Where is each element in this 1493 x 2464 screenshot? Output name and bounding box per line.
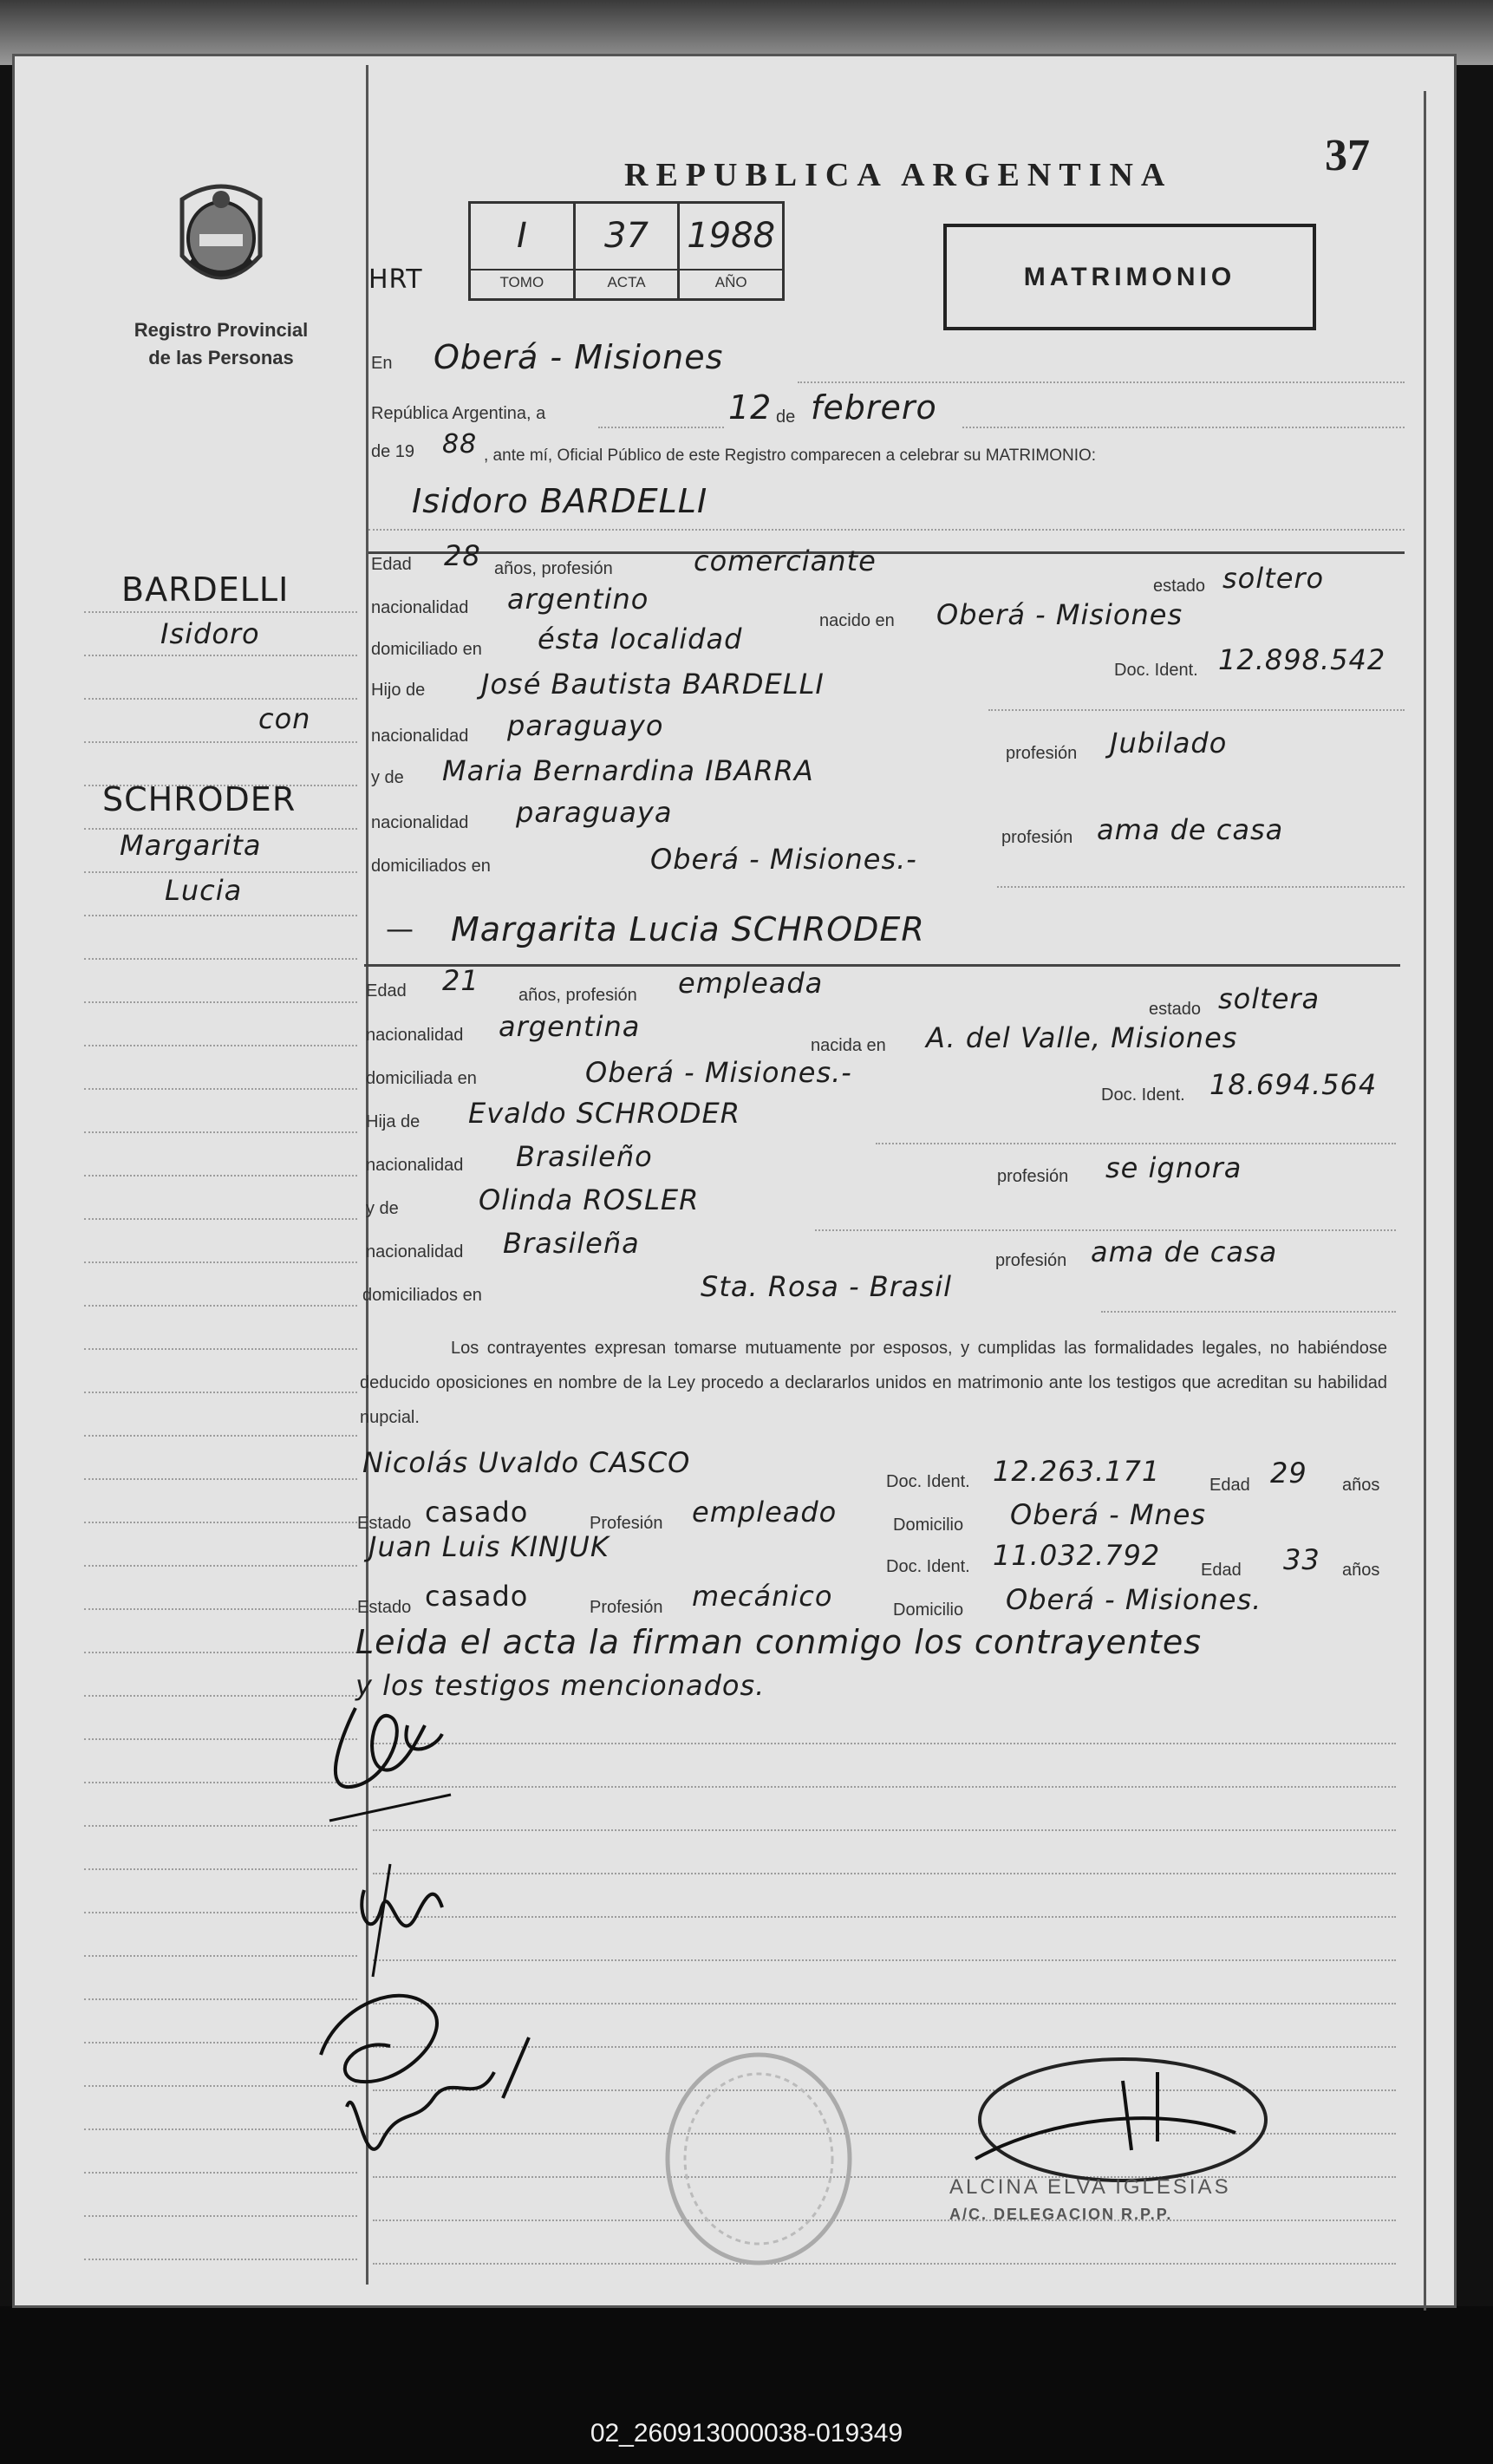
groom-edad-label: Edad xyxy=(371,555,412,574)
document-type-box: MATRIMONIO xyxy=(943,224,1316,330)
tomo-acta-ano-box xyxy=(468,201,785,301)
acta-value: 37 xyxy=(604,216,649,256)
margin-note-line1: BARDELLI xyxy=(121,570,290,609)
witness2-dom: Oberá - Misiones. xyxy=(1006,1583,1262,1616)
page-number: 37 xyxy=(1325,131,1370,180)
margin-rule xyxy=(84,2215,357,2217)
groom-mother-prof: ama de casa xyxy=(1097,813,1284,846)
margin-rule xyxy=(84,871,357,873)
bride-dash: — xyxy=(386,912,414,945)
tomo-label: TOMO xyxy=(471,269,573,291)
file-id-footer: 02_260913000038-019349 xyxy=(590,2419,903,2448)
fill-line xyxy=(1101,1311,1396,1313)
witness1-edad-label: Edad xyxy=(1209,1476,1250,1495)
groom-dom-label: domiciliado en xyxy=(371,640,482,659)
bride-mother-prof: ama de casa xyxy=(1091,1235,1278,1268)
coat-of-arms-icon xyxy=(165,173,277,299)
margin-note-line4: SCHRODER xyxy=(102,780,297,818)
fill-line xyxy=(373,2263,1396,2265)
margin-rule xyxy=(84,1392,357,1393)
acta-cell xyxy=(576,204,681,298)
groom-yde-label: y de xyxy=(371,768,404,787)
groom-nacido-label: nacido en xyxy=(819,611,895,630)
witness2-doc: 11.032.792 xyxy=(993,1539,1161,1572)
de-label: de xyxy=(776,407,796,427)
bride-mother-nac: Brasileña xyxy=(503,1227,640,1260)
margin-rule xyxy=(84,1608,357,1610)
fill-line xyxy=(962,427,1405,428)
bride-estado: soltera xyxy=(1218,982,1320,1015)
stamp-line-2: A/C. DELEGACION R.P.P. xyxy=(949,2206,1173,2223)
bride-nacida-label: nacida en xyxy=(811,1036,886,1055)
witness2-prof-label: Profesión xyxy=(590,1598,663,1617)
registry-line-1: Registro Provincial xyxy=(134,319,309,341)
year-value: 88 xyxy=(442,429,478,460)
bride-father-nac: Brasileño xyxy=(516,1140,653,1173)
witness2-edad: 33 xyxy=(1283,1543,1320,1576)
signatures-icon xyxy=(303,1691,590,2211)
groom-nac-label: nacionalidad xyxy=(371,598,469,617)
fill-line xyxy=(798,381,1405,383)
bride-name: Margarita Lucia SCHRODER xyxy=(451,910,925,948)
groom-mother-nac: paraguaya xyxy=(516,796,673,829)
bride-hija-label: Hija de xyxy=(366,1112,421,1131)
country-title: REPUBLICA ARGENTINA xyxy=(624,157,1173,193)
bride-father-prof: se ignora xyxy=(1105,1151,1242,1184)
margin-rule xyxy=(84,1131,357,1133)
bride-domicilio: Oberá - Misiones.- xyxy=(585,1056,852,1089)
registry-name xyxy=(95,316,347,372)
margin-rule xyxy=(84,1001,357,1003)
margin-note-line3: con xyxy=(258,702,311,735)
margin-rule xyxy=(84,1565,357,1567)
bride-father-nac-label: nacionalidad xyxy=(366,1156,464,1175)
groom-father-nac: paraguayo xyxy=(507,709,664,742)
groom-name: Isidoro BARDELLI xyxy=(412,482,708,520)
bride-anos-prof-label: años, profesión xyxy=(518,986,637,1005)
margin-rule xyxy=(84,1045,357,1046)
bride-mother-nac-label: nacionalidad xyxy=(366,1242,464,1261)
bride-edad-label: Edad xyxy=(366,981,407,1001)
witness1-edad: 29 xyxy=(1270,1457,1307,1489)
section-separator xyxy=(364,964,1400,967)
groom-mother: Maria Bernardina IBARRA xyxy=(442,754,814,787)
bride-mother-prof-label: profesión xyxy=(995,1251,1067,1270)
bride-yde-label: y de xyxy=(366,1199,399,1218)
declaration-text: Los contrayentes expresan tomarse mutuamente por esposos, y cumplidas las formalidades legales, no habiéndose deducido oposiciones en nombre de la Ley procedo a declararlos unidos en matrimonio ante los testigos que acreditan su habilidad nupcial. xyxy=(360,1339,1387,1427)
margin-rule xyxy=(84,915,357,916)
bride-edad: 21 xyxy=(442,964,479,997)
witness2-edad-label: Edad xyxy=(1201,1561,1242,1580)
stamp-line-1: ALCINA ELVA IGLESIAS xyxy=(949,2175,1231,2199)
margin-rule xyxy=(84,698,357,700)
witness2-estado-label: Estado xyxy=(357,1598,412,1617)
ano-cell xyxy=(680,204,782,298)
fill-line xyxy=(997,886,1405,888)
margin-rule xyxy=(84,958,357,960)
margin-rule xyxy=(84,1435,357,1437)
registry-line-2: de las Personas xyxy=(148,347,294,368)
margin-rule xyxy=(84,1218,357,1220)
right-border xyxy=(1424,91,1426,2311)
en-label: En xyxy=(371,354,393,373)
witness1-anos-label: años xyxy=(1342,1476,1380,1495)
bride-estado-label: estado xyxy=(1149,1000,1202,1019)
round-seal-icon xyxy=(659,2046,858,2272)
witness1-prof-label: Profesión xyxy=(590,1514,663,1533)
bride-father: Evaldo SCHRODER xyxy=(468,1097,740,1130)
groom-anos-prof-label: años, profesión xyxy=(494,559,613,578)
margin-rule xyxy=(84,655,357,656)
official-stamp-icon xyxy=(949,2055,1314,2237)
groom-mother-prof-label: profesión xyxy=(1001,828,1073,847)
witness1-dom-label: Domicilio xyxy=(893,1516,964,1535)
margin-note-line5: Margarita xyxy=(120,829,262,862)
tomo-value: I xyxy=(516,216,527,256)
groom-father-prof-label: profesión xyxy=(1006,744,1078,763)
groom-father: José Bautista BARDELLI xyxy=(481,668,825,701)
margin-rule xyxy=(84,1652,357,1653)
ano-label: AÑO xyxy=(680,269,782,291)
groom-nacionalidad: argentino xyxy=(507,583,649,616)
bride-nacida: A. del Valle, Misiones xyxy=(926,1021,1238,1054)
hrt-note: HRT xyxy=(368,264,423,295)
month-value: febrero xyxy=(811,388,937,427)
witness1-estado-label: Estado xyxy=(357,1514,412,1533)
groom-doms-label: domiciliados en xyxy=(371,857,491,876)
witness1-dom: Oberá - Mnes xyxy=(1010,1498,1207,1531)
place-value: Oberá - Misiones xyxy=(434,338,724,376)
witness2-estado: casado xyxy=(425,1580,529,1613)
groom-estado-label: estado xyxy=(1153,577,1206,596)
witness1-estado: casado xyxy=(425,1496,529,1529)
witness2-doc-label: Doc. Ident. xyxy=(886,1557,970,1576)
witness2-dom-label: Domicilio xyxy=(893,1600,964,1620)
bride-profesion: empleada xyxy=(678,967,824,1000)
closing-line-2: y los testigos mencionados. xyxy=(355,1669,766,1702)
acta-label: ACTA xyxy=(576,269,678,291)
de19-label: de 19 xyxy=(371,442,415,461)
groom-parents-dom: Oberá - Misiones.- xyxy=(650,843,917,876)
groom-nacido: Oberá - Misiones xyxy=(936,598,1183,631)
closing-line-1: Leida el acta la firman conmigo los contrayentes xyxy=(355,1623,1202,1661)
bride-mother: Olinda ROSLER xyxy=(479,1183,700,1216)
groom-doc-label: Doc. Ident. xyxy=(1114,661,1198,680)
groom-domicilio: ésta localidad xyxy=(538,623,743,655)
fill-line xyxy=(598,427,724,428)
margin-note-line2: Isidoro xyxy=(160,617,260,650)
groom-mother-nac-label: nacionalidad xyxy=(371,813,469,832)
margin-rule xyxy=(84,2259,357,2260)
bride-doc: 18.694.564 xyxy=(1209,1068,1378,1101)
witness1-name: Nicolás Uvaldo CASCO xyxy=(362,1446,691,1479)
bride-father-prof-label: profesión xyxy=(997,1167,1069,1186)
margin-rule xyxy=(84,611,357,613)
intro-statement: , ante mí, Oficial Público de este Registro comparecen a celebrar su MATRIMONIO: xyxy=(484,447,1097,465)
bride-nac-label: nacionalidad xyxy=(366,1026,464,1045)
fill-line xyxy=(876,1143,1396,1144)
witness1-doc-label: Doc. Ident. xyxy=(886,1472,970,1491)
margin-rule xyxy=(84,1522,357,1523)
groom-estado: soltero xyxy=(1222,562,1325,595)
witness1-doc: 12.263.171 xyxy=(993,1455,1161,1488)
groom-hijo-label: Hijo de xyxy=(371,681,426,700)
bride-doms-label: domiciliados en xyxy=(362,1286,482,1305)
fill-line xyxy=(988,709,1405,711)
groom-father-prof: Jubilado xyxy=(1110,727,1228,759)
margin-rule xyxy=(84,1175,357,1177)
fill-line xyxy=(368,529,1405,531)
witness2-prof: mecánico xyxy=(692,1580,833,1613)
margin-rule xyxy=(84,1088,357,1090)
margin-rule xyxy=(84,1348,357,1350)
margin-rule xyxy=(84,1478,357,1480)
margin-rule xyxy=(84,1305,357,1307)
bride-dom-label: domiciliada en xyxy=(366,1069,477,1088)
margin-rule xyxy=(84,741,357,743)
fill-line xyxy=(815,1229,1396,1231)
republica-label: República Argentina, a xyxy=(371,404,546,423)
witness1-prof: empleado xyxy=(692,1496,838,1529)
witness2-anos-label: años xyxy=(1342,1561,1380,1580)
groom-edad: 28 xyxy=(444,539,481,572)
groom-father-nac-label: nacionalidad xyxy=(371,727,469,746)
bride-parents-dom: Sta. Rosa - Brasil xyxy=(701,1270,952,1303)
tomo-cell xyxy=(471,204,576,298)
day-value: 12 xyxy=(728,388,773,427)
margin-note-line6: Lucia xyxy=(165,874,243,907)
section-separator xyxy=(368,551,1405,554)
bride-doc-label: Doc. Ident. xyxy=(1101,1085,1185,1105)
margin-rule xyxy=(84,1261,357,1263)
groom-profesion: comerciante xyxy=(694,544,877,577)
groom-doc: 12.898.542 xyxy=(1218,643,1386,676)
bride-nacionalidad: argentina xyxy=(499,1010,641,1043)
ano-value: 1988 xyxy=(687,216,776,256)
witness2-name: Juan Luis KINJUK xyxy=(368,1530,610,1563)
